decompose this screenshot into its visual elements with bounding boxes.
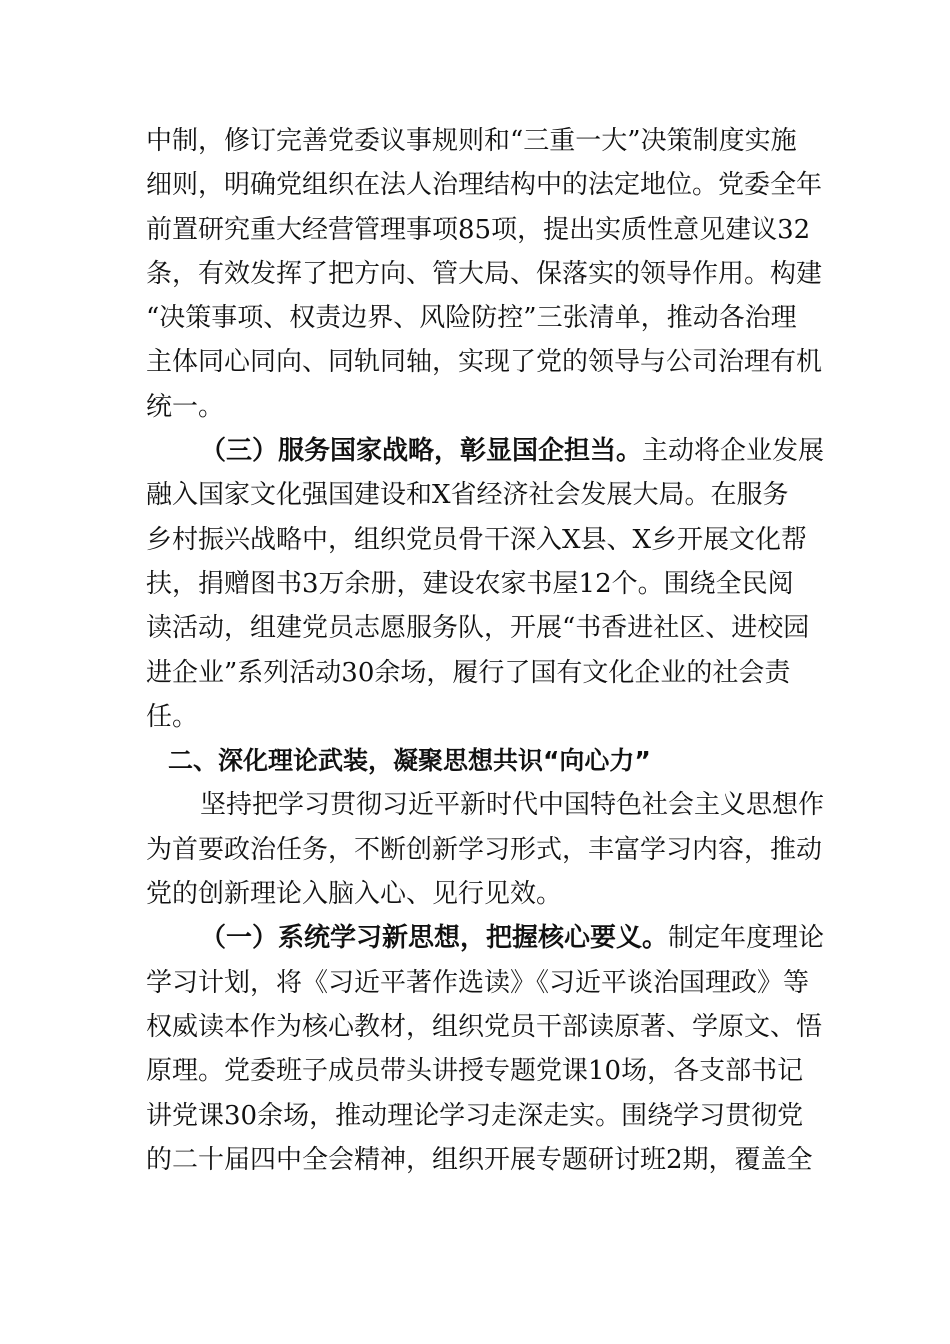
text-line: “决策事项、权责边界、风险防控”三张清单，推动各治理 <box>146 303 797 334</box>
text-span: 主动将企业发展 <box>642 436 825 467</box>
text-line: 学习计划，将《习近平著作选读》《习近平谈治国理政》等 <box>146 967 810 998</box>
text-line: 前置研究重大经营管理事项85项，提出实质性意见建议32 <box>146 214 811 245</box>
subsection-title: （三）服务国家战略，彰显国企担当。 <box>200 436 643 467</box>
section-heading: 二、深化理论武装，凝聚思想共识“向心力” <box>168 746 651 776</box>
subsection-title: （一）系统学习新思想，把握核心要义。 <box>200 923 669 954</box>
text-line: 条，有效发挥了把方向、管大局、保落实的领导作用。构建 <box>146 258 823 289</box>
text-line: 讲党课30余场，推动理论学习走深走实。围绕学习贯彻党 <box>146 1100 804 1131</box>
text-line: 的二十届四中全会精神，组织开展专题研讨班2期，覆盖全 <box>146 1144 813 1175</box>
text-line: 读活动，组建党员志愿服务队，开展“书香进社区、进校园 <box>146 613 810 644</box>
paragraph-governance-continued <box>146 119 823 429</box>
paragraph-systematic-study <box>146 916 825 1182</box>
text-line: 乡村振兴战略中，组织党员骨干深入X县、X乡开展文化帮 <box>146 524 808 555</box>
text-line: 原理。党委班子成员带头讲授专题党课10场，各支部书记 <box>146 1056 804 1087</box>
paragraph-national-strategy <box>146 429 825 739</box>
text-line: 细则，明确党组织在法人治理结构中的法定地位。党委全年 <box>146 170 823 201</box>
text-line: 主体同心同向、同轨同轴，实现了党的领导与公司治理有机 <box>146 347 823 378</box>
text-line: 坚持把学习贯彻习近平新时代中国特色社会主义思想作 <box>200 790 825 821</box>
text-line: 任。 <box>146 701 199 732</box>
text-line: 为首要政治任务，不断创新学习形式，丰富学习内容，推动 <box>146 834 823 865</box>
text-line: 扶，捐赠图书3万余册，建设农家书屋12个。围绕全民阅 <box>146 568 794 599</box>
text-line: 统一。 <box>146 391 225 422</box>
text-line: 中制，修订完善党委议事规则和“三重一大”决策制度实施 <box>146 126 797 156</box>
text-line: 进企业”系列活动30余场，履行了国有文化企业的社会责 <box>146 657 791 688</box>
text-line: 党的创新理论入脑入心、见行见效。 <box>146 879 563 910</box>
text-line <box>146 429 825 473</box>
text-line: 融入国家文化强国建设和X省经济社会发展大局。在服务 <box>146 480 789 511</box>
paragraph-theory-intro <box>146 783 825 916</box>
text-line <box>146 916 825 960</box>
text-line: 权威读本作为核心教材，组织党员干部读原著、学原文、悟 <box>146 1011 823 1042</box>
text-span: 制定年度理论 <box>668 923 825 954</box>
